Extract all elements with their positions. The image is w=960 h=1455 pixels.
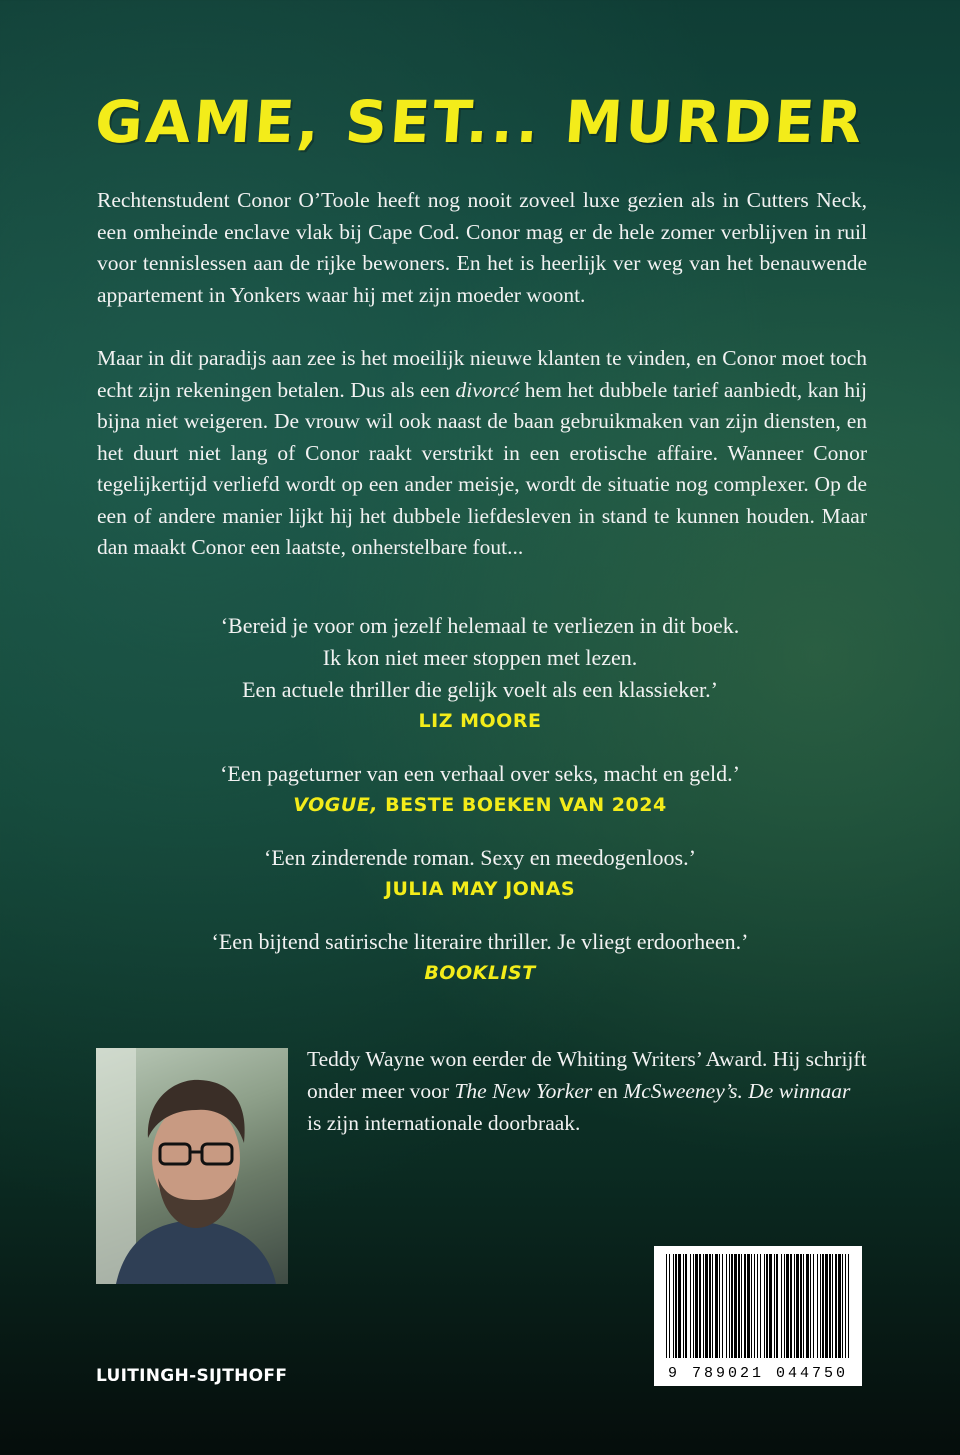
barcode-bar <box>822 1254 824 1358</box>
barcode-bar <box>825 1254 828 1358</box>
barcode-bar <box>786 1254 789 1358</box>
blurb-paragraph-2 <box>97 343 867 564</box>
barcode-bar <box>769 1254 772 1358</box>
barcode-bar <box>764 1254 765 1358</box>
barcode-bar <box>703 1254 704 1358</box>
quote-source: LIZ MOORE <box>418 710 542 732</box>
barcode-bar <box>712 1254 713 1358</box>
barcode-bar <box>757 1254 758 1358</box>
barcode-bar <box>781 1254 782 1358</box>
barcode-bar <box>803 1254 804 1358</box>
barcode-bar <box>820 1254 821 1358</box>
quote-source <box>0 958 960 988</box>
quote-source-rest: BESTE BOEKEN VAN 2024 <box>378 794 667 816</box>
barcode-bar <box>794 1254 795 1358</box>
barcode-bar <box>673 1254 674 1358</box>
barcode-bar <box>842 1254 843 1358</box>
barcode-bar <box>810 1254 811 1358</box>
barcode-bar <box>719 1254 720 1358</box>
barcode-bar <box>747 1254 750 1358</box>
isbn-number: 9 789021 044750 <box>667 1365 849 1382</box>
barcode-bar <box>666 1254 667 1358</box>
barcode-bar <box>726 1254 727 1358</box>
barcode-bar <box>790 1254 792 1358</box>
barcode-bar <box>754 1254 755 1358</box>
author-bio-emphasis-2: McSweeney’s. De winnaar <box>623 1079 851 1103</box>
quote-text: ‘Een zinderende roman. Sexy en meedogenloos.’ <box>264 845 696 870</box>
publisher-logo: LUITINGH-SIJTHOFF <box>96 1366 288 1386</box>
blurb-paragraph-1 <box>97 185 867 311</box>
barcode-bar <box>848 1254 849 1358</box>
barcode-bar <box>832 1254 833 1358</box>
author-photo <box>96 1048 288 1284</box>
barcode-bar <box>784 1254 785 1358</box>
review-quotes <box>0 610 960 1010</box>
author-bio-text-b: en <box>592 1079 624 1103</box>
barcode-bar <box>669 1254 670 1358</box>
barcode-bar <box>722 1254 723 1358</box>
barcode-bar <box>683 1254 684 1358</box>
barcode-bar <box>796 1254 799 1358</box>
barcode-bar <box>731 1254 733 1358</box>
barcode-bars <box>654 1246 862 1364</box>
blurb-divorce-emphasis: divorcé <box>455 377 520 402</box>
blurb-paragraph-2-text-b: hem het dubbele tarief aanbiedt, kan hij bijna niet weigeren. De vrouw wil ook naast de baan gebruikmaken van zijn diensten, en het duurt niet lang of Conor raakt verstrikt in een erotische affaire. Wanneer Conor tegelijkertijd verliefd wordt op een ander meisje, wordt de situatie nog complexer. Op de een of andere manier lijkt hij het dubbele liefdesleven in stand te kunnen houden. Maar dan maakt Conor een laatste, onherstelbare fout... <box>97 377 867 559</box>
barcode-bar <box>774 1254 775 1358</box>
barcode-bar <box>741 1254 742 1358</box>
blurb-paragraph-1-text: Rechtenstudent Conor O’Toole heeft nog nooit zoveel luxe gezien als in Cutters Neck, een omheinde enclave vlak bij Cape Cod. Conor mag er de hele zomer verblijven in ruil voor tennislessen aan de rijke bewoners. En het is heerlijk ver weg van het benauwende appartement in Yonkers waar hij met zijn moeder woont. <box>97 188 867 307</box>
barcode-bar <box>751 1254 752 1358</box>
quote-source: JULIA MAY JONAS <box>384 878 576 900</box>
barcode-bar <box>744 1254 746 1358</box>
headline: GAME, SET... MURDER <box>92 88 868 156</box>
barcode-bar <box>845 1254 846 1358</box>
barcode-bar <box>829 1254 831 1358</box>
barcode-bar <box>709 1254 711 1358</box>
barcode-bar <box>734 1254 737 1358</box>
barcode-bar <box>813 1254 814 1358</box>
barcode-bar <box>693 1254 694 1358</box>
blurb-paragraph-2-text-a: Maar in dit paradijs aan zee is het moeilijk nieuwe klanten te vinden, en Conor moet toch echt zijn rekeningen betalen. Dus als een <box>97 346 867 402</box>
barcode-bar <box>766 1254 768 1358</box>
barcode-bar <box>685 1254 687 1358</box>
author-bio-text-c: is zijn internationale doorbraak. <box>307 1111 581 1135</box>
barcode-bar <box>835 1254 837 1358</box>
quote-source-emphasis: BOOKLIST <box>424 962 536 984</box>
quote-text: ‘Bereid je voor om jezelf helemaal te verliezen in dit boek. Ik kon niet meer stoppen met lezen. Een actuele thriller die gelijk voelt als een klassieker.’ <box>220 613 740 702</box>
author-bio-text-a: Teddy Wayne won eerder de Whiting Writers’ Award. Hij schrijft onder meer voor <box>307 1047 867 1103</box>
barcode-bar <box>690 1254 691 1358</box>
quote-source <box>0 790 960 820</box>
barcode-bar <box>695 1254 698 1358</box>
barcode-bar <box>729 1254 730 1358</box>
barcode-bar <box>817 1254 818 1358</box>
quote-text: ‘Een pageturner van een verhaal over seks, macht en geld.’ <box>220 761 740 786</box>
barcode-bar <box>776 1254 778 1358</box>
barcode-bar <box>699 1254 701 1358</box>
author-bio-emphasis-1: The New Yorker <box>454 1079 593 1103</box>
author-bio <box>307 1043 867 1139</box>
barcode-bar <box>838 1254 841 1358</box>
quote-source-emphasis: VOGUE, <box>293 794 379 816</box>
barcode-bar <box>678 1254 681 1358</box>
isbn-barcode <box>654 1246 862 1386</box>
barcode-bar <box>760 1254 761 1358</box>
barcode-bar <box>738 1254 740 1358</box>
quote-text: ‘Een bijtend satirische literaire thriller. Je vliegt erdoorheen.’ <box>211 929 749 954</box>
barcode-bar <box>705 1254 708 1358</box>
barcode-bar <box>675 1254 677 1358</box>
barcode-bar <box>806 1254 809 1358</box>
barcode-bar <box>800 1254 802 1358</box>
barcode-bar <box>715 1254 718 1358</box>
